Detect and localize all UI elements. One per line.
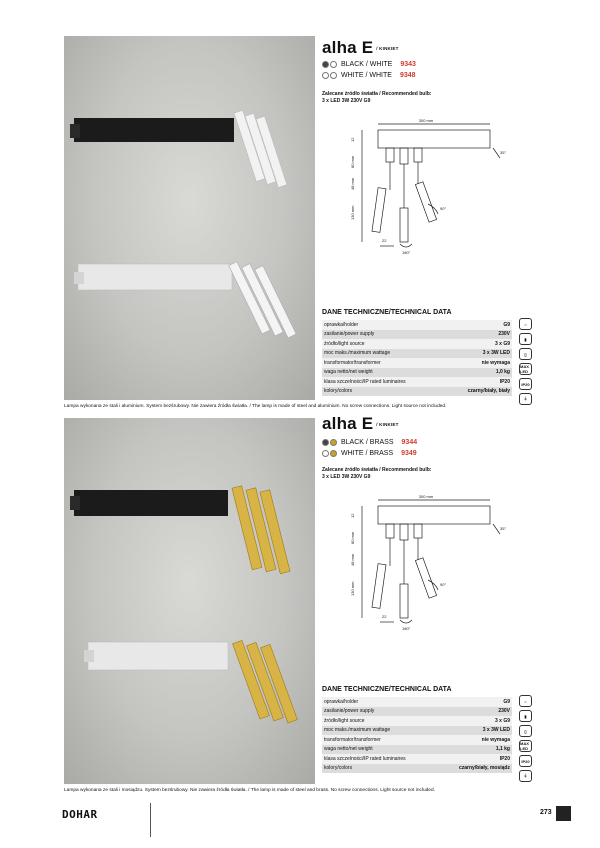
table-row: zasilanie/power supply 230V — [324, 708, 510, 715]
product-title: alha E / KINKIET — [322, 414, 399, 433]
table-row: oprawka/holder G9 — [324, 698, 510, 705]
dim-label: 22 — [382, 614, 387, 619]
table-row: waga netto/net weight 1,1 kg — [324, 746, 510, 753]
page-marker — [556, 806, 571, 821]
product-photo-1 — [64, 36, 315, 400]
lamp-illustration — [64, 36, 315, 400]
product-caption: Lampa wykonana ze stali i mosiądzu. System bezśrubowy. Nie zawiera źródła światła. / The lamp is made of steel and brass. No screw connections. Light source not included. — [64, 788, 435, 793]
color-swatch — [322, 61, 329, 68]
bulb-socket-icon: ▯ — [519, 348, 532, 360]
ip20-icon: IP20 — [519, 378, 532, 390]
brand-logo: DOHAR — [62, 808, 98, 821]
dim-label: 130 mm — [350, 205, 355, 220]
dim-label: 48 mm — [350, 177, 355, 190]
ip20-icon: IP20 — [519, 755, 532, 767]
variant-row: WHITE / WHITE 9348 — [322, 70, 416, 80]
variant-row: WHITE / BRASS 9349 — [322, 448, 417, 458]
dim-label: 35° — [500, 526, 507, 531]
table-row: zasilanie/power supply 230V — [324, 331, 510, 338]
plug-icon: ▮ — [519, 710, 532, 722]
product-caption: Lampa wykonana ze stali i aluminium. System bezśrubowy. Nie zawiera źródła światła. / The lamp is made of steel and aluminium. No screw connections. Light source not included. — [64, 404, 447, 409]
variant-row: BLACK / WHITE 9343 — [322, 59, 416, 69]
page-number: 273 — [540, 809, 552, 816]
color-swatch — [322, 72, 329, 79]
table-row: oprawka/holder G9 — [324, 321, 510, 328]
max-led-icon: MAX LED — [519, 740, 532, 752]
dim-label: 80 mm — [350, 155, 355, 168]
ground-icon: ⏚ — [519, 770, 532, 782]
color-swatch — [330, 61, 337, 68]
max-led-icon: MAX LED — [519, 363, 532, 375]
spec-table — [322, 697, 512, 773]
spec-table — [322, 320, 512, 396]
table-row: klasa szczelności/IP rated luminaires IP20 — [324, 378, 510, 385]
table-row: transformator/transformer nie wymaga — [324, 736, 510, 743]
table-row: moc maks./maximum wattage 3 x 3W LED — [324, 350, 510, 357]
dim-label: 48 mm — [350, 553, 355, 566]
dim-label: 22 — [382, 238, 387, 243]
table-row: waga netto/net weight 1,0 kg — [324, 369, 510, 376]
dim-label: 300 mm — [418, 494, 434, 499]
divider — [150, 803, 151, 837]
recommended-bulb: Zalecane źródło światła / Recommended bulb: 3 x LED 3W 230V G9 — [322, 467, 432, 480]
color-swatch — [322, 439, 329, 446]
variant-row: BLACK / BRASS 9344 — [322, 437, 417, 447]
table-row: źródło/light source 3 x G9 — [324, 717, 510, 724]
dim-label: 35° — [500, 150, 507, 155]
feature-icons — [519, 318, 532, 405]
dim-label: 90° — [440, 582, 447, 587]
dim-label: 130 mm — [350, 581, 355, 596]
feature-icons — [519, 695, 532, 782]
recommended-bulb: Zalecane źródło światła / Recommended bulb: 3 x LED 3W 230V G9 — [322, 91, 432, 104]
product-title: alha E / KINKIET — [322, 38, 399, 57]
lamp-illustration — [64, 418, 315, 784]
dim-label: 80 mm — [350, 531, 355, 544]
dim-label: 180° — [402, 626, 411, 631]
table-row: kolory/colors czarny/biały, biały — [324, 388, 510, 395]
house-icon: ⌂ — [519, 318, 532, 330]
dim-label: 300 mm — [418, 118, 434, 123]
dimension-drawing — [350, 118, 520, 258]
ground-icon: ⏚ — [519, 393, 532, 405]
table-row: klasa szczelności/IP rated luminaires IP20 — [324, 755, 510, 762]
dim-label: 12 — [350, 137, 355, 142]
color-swatch — [330, 72, 337, 79]
table-row: transformator/transformer nie wymaga — [324, 359, 510, 366]
color-swatch — [322, 450, 329, 457]
table-row: moc maks./maximum wattage 3 x 3W LED — [324, 727, 510, 734]
plug-icon: ▮ — [519, 333, 532, 345]
dim-label: 90° — [440, 206, 447, 211]
color-swatch — [330, 450, 337, 457]
tech-data-title: DANE TECHNICZNE/TECHNICAL DATA — [322, 686, 452, 693]
table-row: źródło/light source 3 x G9 — [324, 340, 510, 347]
tech-data-title: DANE TECHNICZNE/TECHNICAL DATA — [322, 309, 452, 316]
dim-label: 180° — [402, 250, 411, 255]
dim-label: 12 — [350, 513, 355, 518]
bulb-socket-icon: ▯ — [519, 725, 532, 737]
house-icon: ⌂ — [519, 695, 532, 707]
color-swatch — [330, 439, 337, 446]
table-row: kolory/colors czarny/biały, mosiądz — [324, 765, 510, 772]
product-photo-2 — [64, 418, 315, 784]
dimension-drawing — [350, 494, 520, 634]
